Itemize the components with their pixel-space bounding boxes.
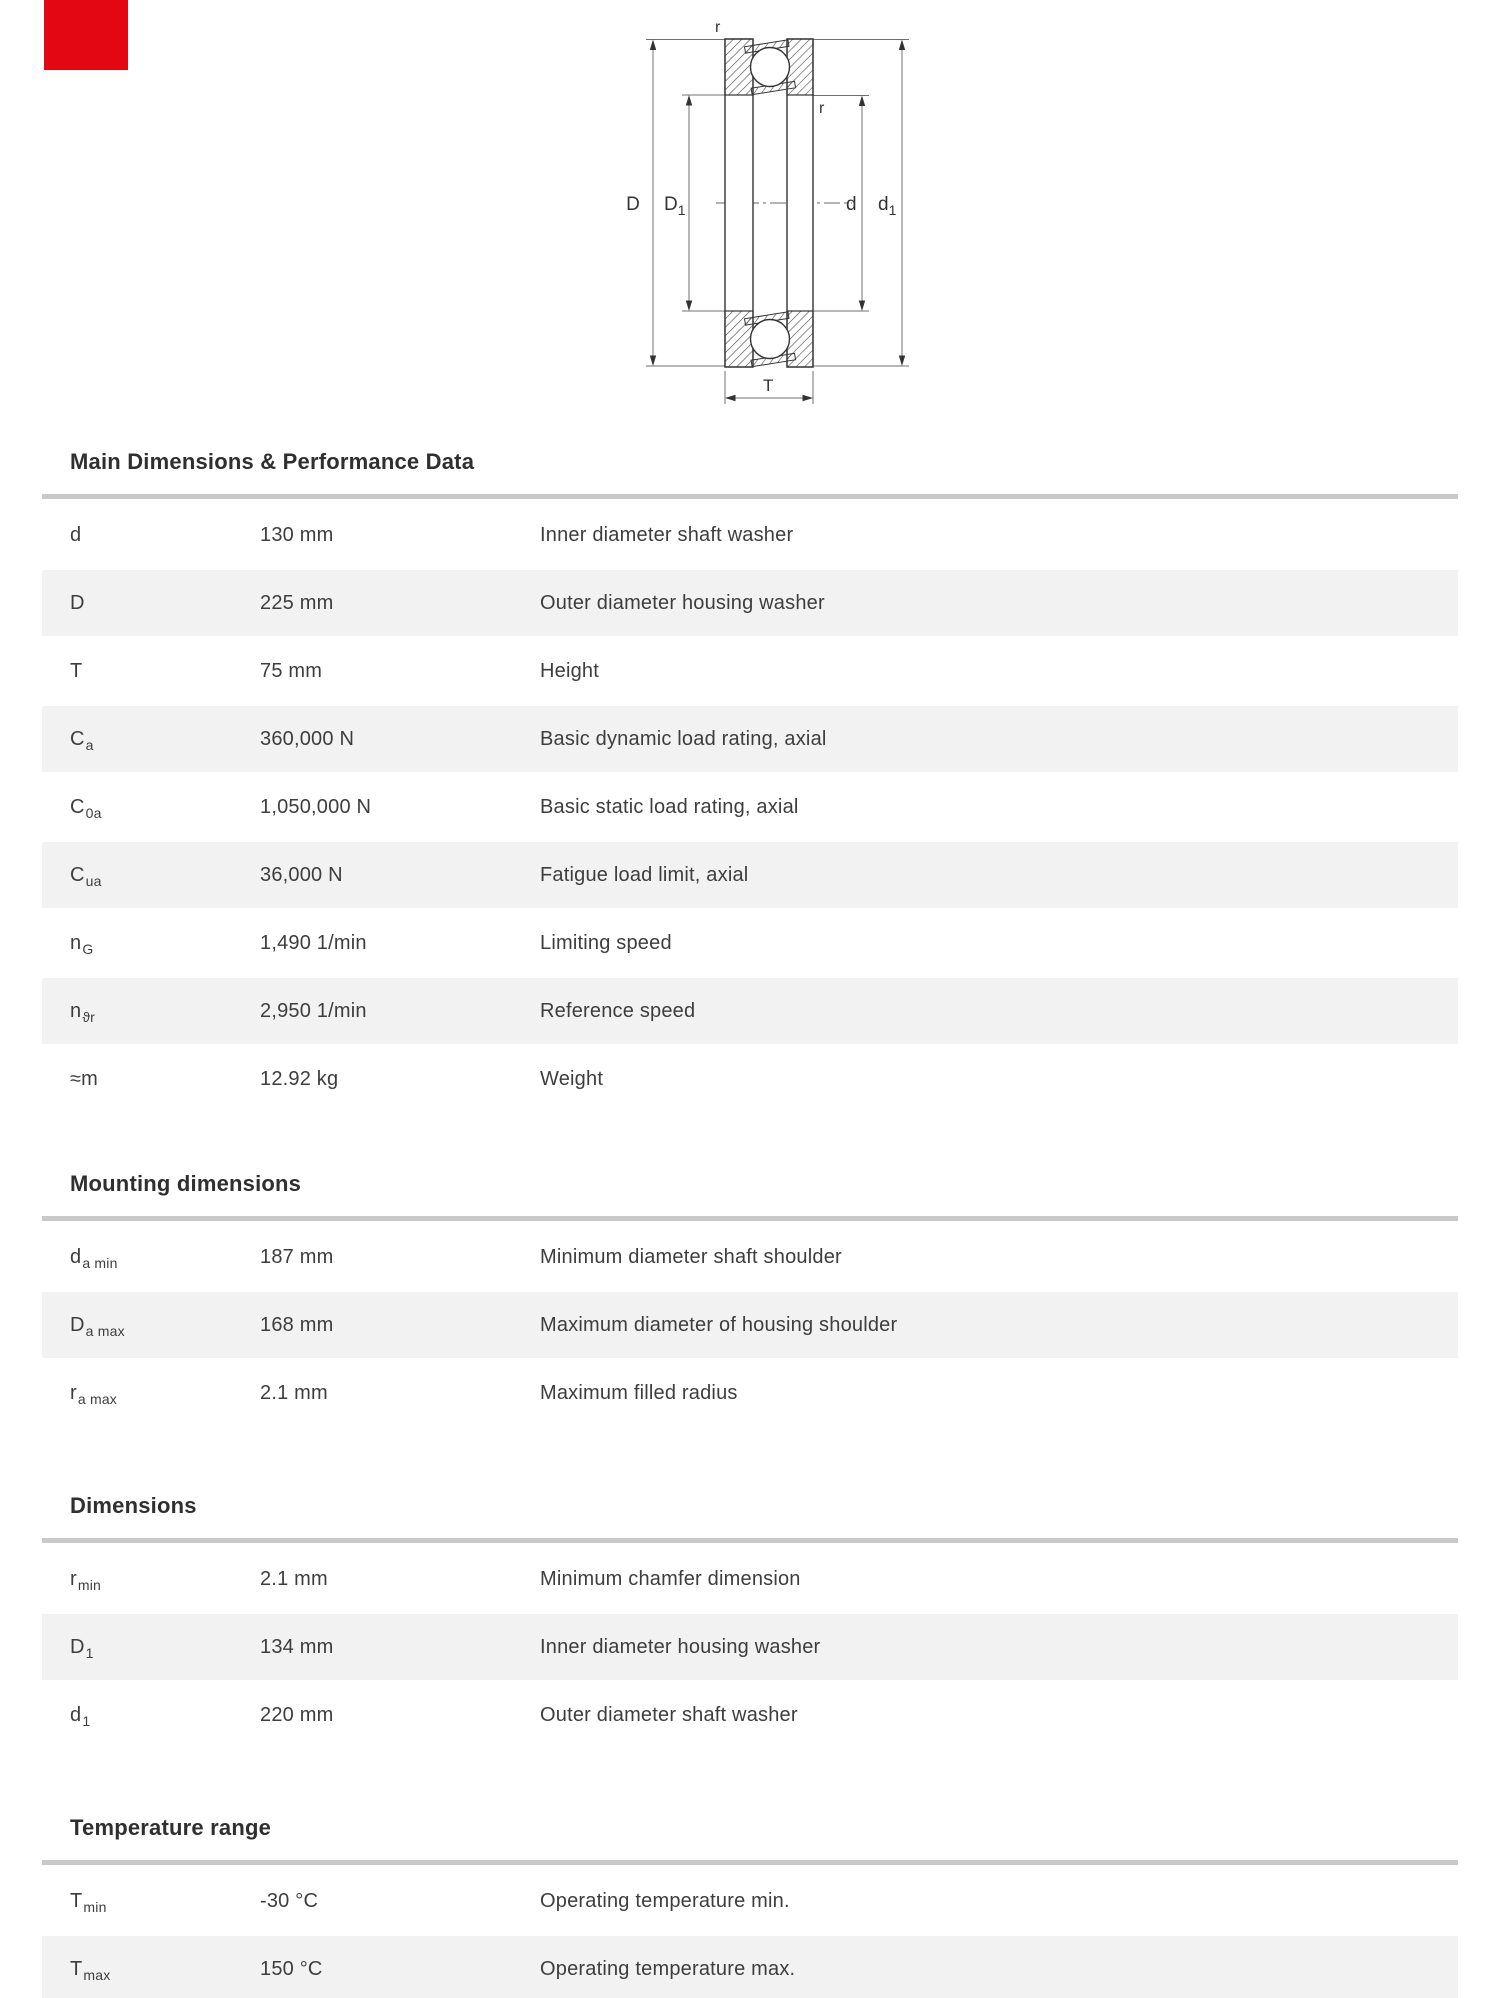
section-title: Mounting dimensions <box>70 1171 302 1196</box>
spec-symbol: $C_{0a}$ <box>70 795 102 821</box>
spec-value: 12.92 kg <box>260 1067 339 1090</box>
spec-description: Operating temperature max. <box>540 1957 796 1980</box>
spec-symbol: $d_1$ <box>70 1703 91 1729</box>
spec-description: Minimum chamfer dimension <box>540 1567 801 1590</box>
spec-value: 1,050,000 N <box>260 795 372 818</box>
spec-symbol: $T_{max}$ <box>70 1957 111 1983</box>
spec-rows <box>42 1224 1458 1426</box>
spec-description: Basic dynamic load rating, axial <box>540 727 827 750</box>
spec-symbol-subscript: 1 <box>85 1644 94 1661</box>
section-title: Dimensions <box>70 1493 197 1518</box>
spec-section <box>42 1814 1458 1998</box>
spec-symbol: $T_{min}$ <box>70 1889 107 1915</box>
dim-label-d: d <box>846 194 857 215</box>
spec-row <box>42 638 1458 704</box>
spec-description: Reference speed <box>540 999 696 1022</box>
spec-description: Inner diameter housing washer <box>540 1635 821 1658</box>
spec-row <box>42 842 1458 908</box>
spec-section <box>42 1170 1458 1426</box>
spec-row <box>42 1046 1458 1112</box>
spec-symbol-subscript: a <box>85 736 94 753</box>
spec-sections-container <box>42 448 1458 1998</box>
spec-description: Maximum filled radius <box>540 1381 738 1404</box>
spec-row <box>42 502 1458 568</box>
spec-symbol-subscript: a max <box>77 1390 117 1407</box>
spec-description: Fatigue load limit, axial <box>540 863 749 886</box>
spec-value: 134 mm <box>260 1635 334 1658</box>
spec-symbol-subscript: G <box>82 940 94 957</box>
spec-symbol: d <box>70 523 82 546</box>
brand-logo-partial <box>44 0 128 70</box>
section-divider <box>42 1860 1458 1865</box>
spec-description: Operating temperature min. <box>540 1889 790 1912</box>
spec-value: 1,490 1/min <box>260 931 367 954</box>
spec-section <box>42 1492 1458 1748</box>
spec-description: Inner diameter shaft washer <box>540 523 794 546</box>
spec-symbol-subscript: 1 <box>82 1712 91 1729</box>
section-divider <box>42 1538 1458 1543</box>
spec-symbol-subscript: min <box>77 1576 102 1593</box>
section-title: Temperature range <box>70 1815 272 1840</box>
dim-label-D1-sub: 1 <box>677 202 686 218</box>
spec-symbol-subscript: a max <box>85 1322 125 1339</box>
dim-label-D: D <box>626 194 640 215</box>
spec-value: 187 mm <box>260 1245 334 1268</box>
spec-symbol: T <box>70 659 83 682</box>
spec-row <box>42 910 1458 976</box>
spec-rows <box>42 1868 1458 1998</box>
spec-symbol-subscript: ϑr <box>82 1008 96 1025</box>
spec-row <box>42 706 1458 772</box>
spec-symbol: $C_a$ <box>70 727 94 753</box>
dim-label-d1 <box>878 194 897 218</box>
section-title: Main Dimensions & Performance Data <box>70 449 475 474</box>
spec-symbol-subscript: min <box>83 1898 107 1915</box>
dim-label-d1-base: d <box>878 194 889 215</box>
spec-description: Limiting speed <box>540 931 672 954</box>
spec-description: Height <box>540 659 600 682</box>
spec-description: Outer diameter shaft washer <box>540 1703 798 1726</box>
spec-symbol: $d_{a min}$ <box>70 1245 118 1271</box>
spec-value: 36,000 N <box>260 863 343 886</box>
spec-rows <box>42 1546 1458 1748</box>
spec-row <box>42 1292 1458 1358</box>
dim-label-r-right: r <box>819 100 825 117</box>
spec-symbol: $D_1$ <box>70 1635 94 1661</box>
spec-symbol: $r_{min}$ <box>70 1567 102 1593</box>
spec-row <box>42 1868 1458 1934</box>
spec-value: 130 mm <box>260 523 334 546</box>
spec-symbol-subscript: a min <box>82 1254 118 1271</box>
spec-symbol-subscript: 0a <box>85 804 102 821</box>
spec-description: Basic static load rating, axial <box>540 795 799 818</box>
bearing-cross-section-diagram <box>615 5 925 415</box>
spec-symbol: $r_{a max}$ <box>70 1381 117 1407</box>
spec-value: 168 mm <box>260 1313 334 1336</box>
spec-value: 150 °C <box>260 1957 323 1980</box>
bearing-diagram-svg <box>615 5 925 415</box>
spec-value: -30 °C <box>260 1889 319 1912</box>
spec-row <box>42 1614 1458 1680</box>
spec-section <box>42 448 1458 1112</box>
spec-value: 75 mm <box>260 659 323 682</box>
spec-value: 2.1 mm <box>260 1567 328 1590</box>
spec-value: 360,000 N <box>260 727 355 750</box>
spec-row <box>42 1546 1458 1612</box>
spec-symbol: $C_{ua}$ <box>70 863 102 889</box>
spec-symbol: ≈m <box>70 1067 99 1090</box>
spec-symbol: D <box>70 591 85 614</box>
spec-row <box>42 774 1458 840</box>
spec-row <box>42 978 1458 1044</box>
spec-value: 220 mm <box>260 1703 334 1726</box>
spec-value: 225 mm <box>260 591 334 614</box>
spec-symbol-subscript: ua <box>85 872 102 889</box>
section-divider <box>42 494 1458 499</box>
spec-description: Maximum diameter of housing shoulder <box>540 1313 898 1336</box>
spec-row <box>42 1936 1458 1998</box>
spec-row <box>42 1360 1458 1426</box>
spec-row <box>42 1682 1458 1748</box>
spec-symbol-subscript: max <box>83 1966 111 1983</box>
spec-row <box>42 570 1458 636</box>
spec-symbol: $n_{ϑr}$ <box>70 999 96 1025</box>
dim-label-T: T <box>763 376 774 395</box>
dim-label-d1-sub: 1 <box>888 202 897 218</box>
spec-symbol: $n_G$ <box>70 931 94 957</box>
spec-rows <box>42 502 1458 1112</box>
spec-row <box>42 1224 1458 1290</box>
spec-description: Weight <box>540 1067 604 1090</box>
dim-label-D1 <box>664 194 686 218</box>
spec-value: 2,950 1/min <box>260 999 367 1022</box>
spec-description: Minimum diameter shaft shoulder <box>540 1245 842 1268</box>
spec-value: 2.1 mm <box>260 1381 328 1404</box>
dim-label-D1-base: D <box>664 194 678 215</box>
spec-symbol: $D_{a max}$ <box>70 1313 125 1339</box>
dim-label-r-top: r <box>715 19 721 36</box>
section-divider <box>42 1216 1458 1221</box>
spec-description: Outer diameter housing washer <box>540 591 825 614</box>
